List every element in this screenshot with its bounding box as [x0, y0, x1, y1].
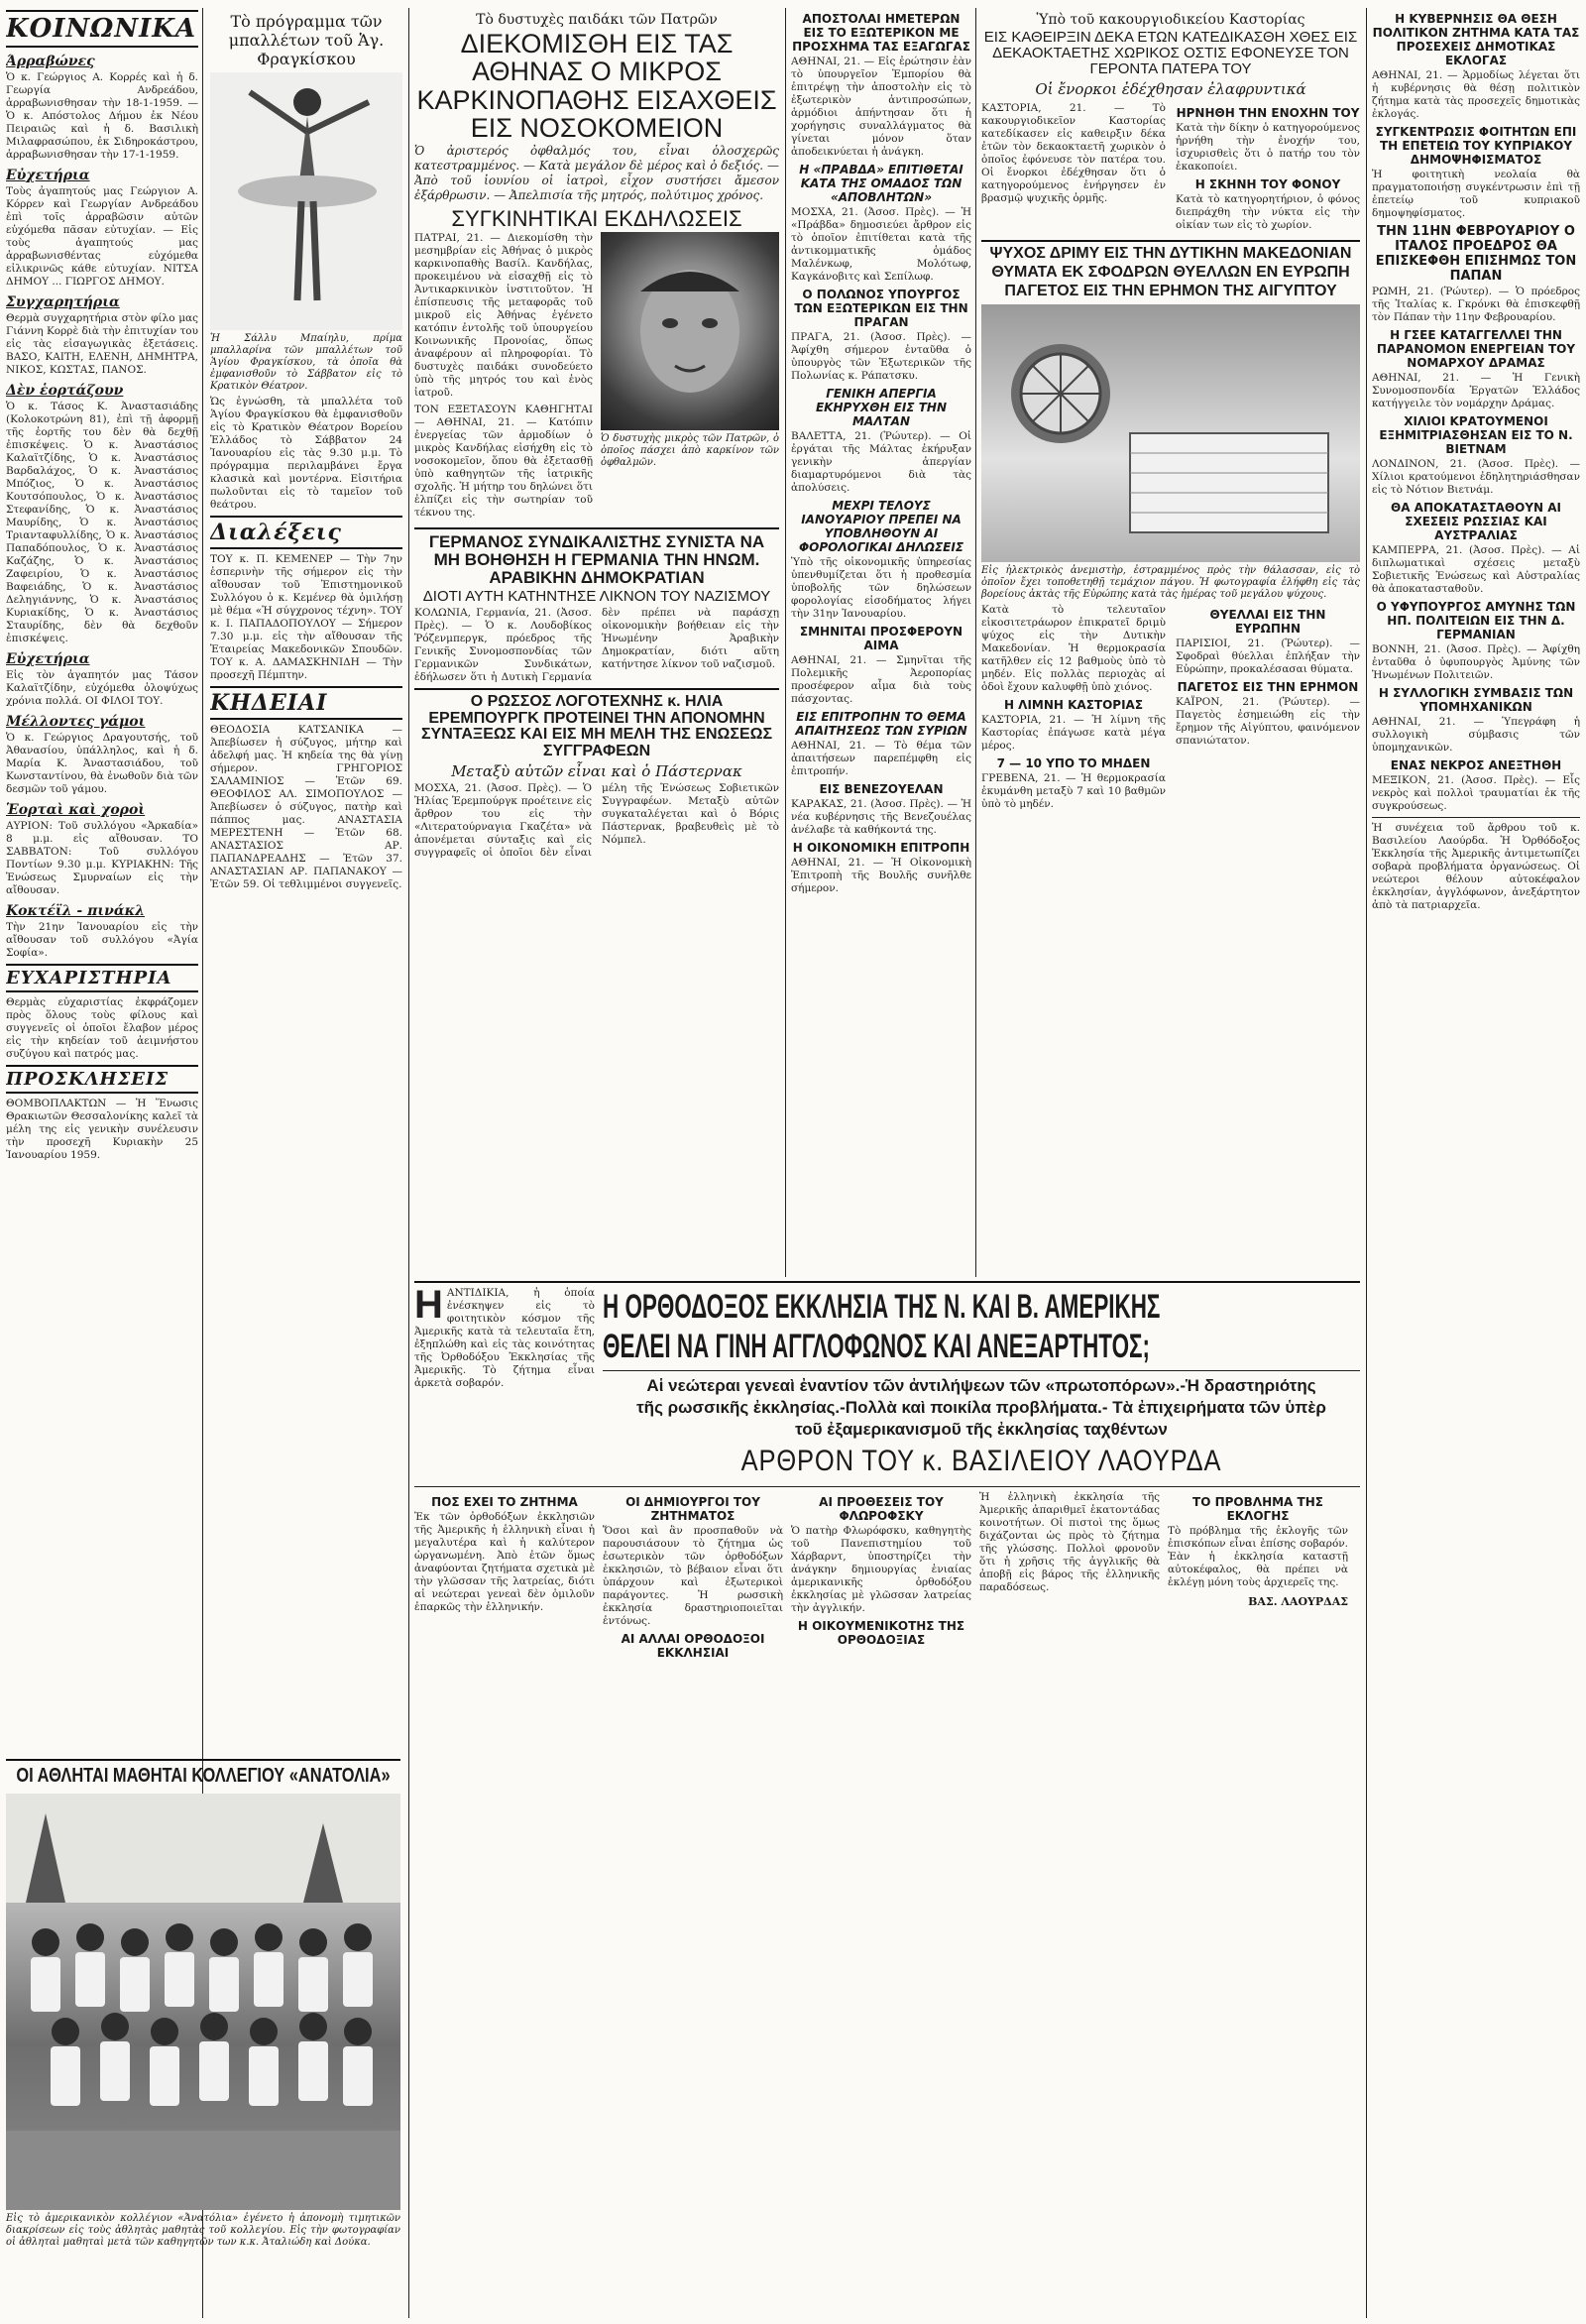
lead-kicker: Τὸ δυστυχὲς παιδάκι τῶν Πατρῶν	[476, 12, 718, 28]
germanos-headline: ΓΕΡΜΑΝΟΣ ΣΥΝΔΙΚΑΛΙΣΤΗΣ ΣΥΝΙΣΤΑ ΝΑ ΜΗ ΒΟΗΘΗΣΗ Η ΓΕΡΜΑΝΙΑ ΤΗΝ ΗΝΩΜ. ΑΡΑΒΙΚΗΝ ΔΗΜΟΚΡΑΤΙΑΝ	[428, 532, 765, 588]
divider	[603, 1370, 1360, 1371]
politics-headline-7: Ο ΥΦΥΠΟΥΡΓΟΣ ΑΜΥΝΗΣ ΤΩΝ ΗΠ. ΠΟΛΙΤΕΙΩΝ ΕΙΣ ΤΗΝ Δ. ΓΕΡΜΑΝΙΑΝ	[1376, 600, 1576, 641]
text-den-eortazoun: Ὁ κ. Τάσος Κ. Ἀναστασιάδης (Κολοκοτρώνη 81), ἐπὶ τῇ ἀφορμῇ τῆς ἑορτῆς του δὲν θὰ δεχθῇ ἐπισκέψεις. Ὁ κ. Ἀναστάσιος Καλαϊτζίδης, Ὁ κ. Ἀναστάσιος Βαρδαλάχος, Ὁ κ. Ἀναστάσιος Μπόζιος, Ὁ κ. Ἀναστάσιος Κουτσόπουλος, Ὁ κ. Ἀναστάσιος Στεφανίδης, Ὁ κ. Ἀναστάσιος Μαυρίδης, Ὁ κ. Ἀναστάσιος Τριανταφυλλίδης, Ὁ κ. Ἀναστάσιος Παπαδόπουλος, Ὁ κ. Ἀναστάσιος Καζάζης, Ὁ κ. Ἀναστάσιος Ζαφειρίου, Ὁ κ. Ἀναστάσιος Βαφειάδης, Ὁ κ. Ἀναστάσιος Δεληγιάννης, Ὁ κ. Ἀναστάσιος Κυριακίδης, Ὁ κ. Ἀναστάσιος Σταυρίδης, δὲν θὰ δεχθοῦν ἐπισκέψεις.	[6, 401, 198, 644]
feature-signature: ΒΑΣ. ΛΑΟΥΡΔΑΣ	[1248, 1595, 1348, 1608]
politics-text-2: Ἡ φοιτητικὴ νεολαία θὰ πραγματοποιήσῃ συγκέντρωσιν ἐπὶ τῇ ἐπετείῳ τοῦ κυπριακοῦ δημοψηφίσματος.	[1372, 169, 1580, 219]
brief-text-3: ΠΡΑΓΑ, 21. (Ἀσοσ. Πρὲς). — Ἀφίχθη σήμερον ἐνταῦθα ὁ ὑπουργὸς τῶν Ἐξωτερικῶν τῆς Πολωνίας κ. Ράπατσκυ.	[791, 331, 971, 382]
brief-headline-2: Η «ΠΡΑΒΔΑ» ΕΠΙΤΙΘΕΤΑΙ ΚΑΤΑ ΤΗΣ ΟΜΑΔΟΣ ΤΩΝ «ΑΠΟΒΛΗΤΩΝ»	[799, 163, 963, 204]
lead-headline: ΔΙΕΚΟΜΙΣΘΗ ΕΙΣ ΤΑΣ ΑΘΗΝΑΣ Ο ΜΙΚΡΟΣ ΚΑΡΚΙΝΟΠΑΘΗΣ ΕΙΣΑΧΘΕΙΣ ΕΙΣ ΝΟΣΟΚΟΜΕΙΟΝ	[416, 29, 777, 144]
germanos-subhead: ΔΙΟΤΙ ΑΥΤΗ ΚΑΤΗΝΤΗΣΕ ΛΙΚΝΟΝ ΤΟΥ ΝΑΖΙΣΜΟΥ	[422, 588, 771, 605]
feature-text-a: Ἐκ τῶν ὀρθοδόξων ἐκκλησιῶν τῆς Ἀμερικῆς ἡ ἑλληνικὴ εἶναι ἡ μεγαλυτέρα καὶ ἡ καλύτερον ὠργανωμένη. Ἀπὸ ἐτῶν ὅμως ἀναφύονται ζητήματα σχετικὰ μὲ τὴν γλῶσσαν τῆς λατρείας, διότι αἱ νεώτεραι γενεαὶ δὲν ὁμιλοῦν ἐπαρκῶς τὴν ἑλληνικήν.	[414, 1511, 595, 1613]
politics-headline-8: Η ΣΥΛΛΟΓΙΚΗ ΣΥΜΒΑΣΙΣ ΤΩΝ ΥΠΟΜΗΧΑΝΙΚΩΝ	[1378, 686, 1574, 714]
feature-headline-2: ΘΕΛΕΙ ΝΑ ΓΙΝΗ ΑΓΓΛΟΦΩΝΟΣ ΚΑΙ ΑΝΕΞΑΡΤΗΤΟΣ;	[603, 1328, 1150, 1365]
russos-text: ΜΟΣΧΑ, 21. (Ἀσοσ. Πρὲς). — Ὁ Ἠλίας Ἐρεμπούργκ προέτεινε εἰς ἄρθρον του εἰς τὴν «Λιτερατούρναγια Γκαζέτα» νὰ ἀπονέμεται σύνταξις καὶ εἰς συγγραφεῖς οἱ ὁποῖοι δὲν εἶναι μέλη τῆς Ἑνώσεως Σοβιετικῶν Συγγραφέων. Μεταξὺ αὐτῶν συγκαταλέγεται καὶ ὁ Βόρις Πάστερνακ, βραβευθεὶς μὲ τὸ Νόμπελ.	[414, 781, 779, 859]
feature-subhead-a: ΠΟΣ ΕΧΕΙ ΤΟ ΖΗΤΗΜΑ	[431, 1495, 578, 1509]
text-mellontes-gamoi: Ὁ κ. Γεώργιος Δραγουτσής, τοῦ Ἀθανασίου, ὑπάλληλος, καὶ ἡ δ. Μαρία Κ. Ἀναστασιάδου, τοῦ Κωνσταντίνου, θὰ ἐνωθοῦν διὰ τῶν δεσμῶν τοῦ γάμου.	[6, 732, 198, 795]
athletes-caption: Εἰς τὸ ἀμερικανικὸν κολλέγιον «Ἀνατόλια» ἐγένετο ἡ ἀπονομὴ τιμητικῶν διακρίσεων εἰς τοὺς ἀθλητὰς μαθητὰς τοῦ κολλεγίου. Εἰς τὴν φωτογραφίαν οἱ ἀθληταὶ μαθηταὶ μετὰ τῶν καθηγητῶν των κ.κ. Ἀταλιώδη καὶ Δούκα.	[6, 2213, 400, 2248]
subhead-arravones: Άρραβώνες	[6, 54, 95, 69]
child-photo	[601, 232, 779, 430]
column-rule	[408, 8, 409, 2318]
text-sygxaritiria: Θερμὰ συγχαρητήρια στὸν φίλο μας Γιάννη Κορρὲ διὰ τὴν ἐπιτυχίαν του εἰς τὰς εἰσαγωγικὰς ἐξετάσεις. ΒΑΣΟ, ΚΑΙΤΗ, ΕΛΕΝΗ, ΔΗΜΗΤΡΑ, ΝΙΚΟΣ, ΚΩΣΤΑΣ, ΠΑΝΟΣ.	[6, 312, 198, 376]
text-efxetiria-2: Εἰς τὸν ἀγαπητόν μας Τάσον Καλαϊτζίδην, εὐχόμεθα ὁλοψύχως χρόνια πολλά. ΟΙ ΦΙΛΟΙ ΤΟΥ.	[6, 669, 198, 707]
russos-subhead: Μεταξὺ αὐτῶν εἶναι καὶ ὁ Πάστερνακ	[451, 761, 742, 780]
weather-headline-2: ΘΥΜΑΤΑ ΕΚ ΣΦΟΔΡΩΝ ΘΥΕΛΛΩΝ ΕΝ ΕΥΡΩΠΗ	[991, 264, 1350, 282]
divider	[414, 527, 779, 529]
brief-text-5: Ὑπὸ τῆς οἰκονομικῆς ὑπηρεσίας ὑπενθυμίζεται ὅτι ἡ προθεσμία ὑποβολῆς τῶν δηλώσεων φορολογίας εἰσοδήματος λήγει τὴν 31ην Ἰανουαρίου.	[791, 556, 971, 620]
divider	[1372, 817, 1580, 818]
section-title-efxaristiria: ΕΥΧΑΡΙΣΤΗΡΙΑ	[6, 964, 198, 992]
fan-photo	[981, 304, 1360, 562]
child-face-icon	[601, 232, 779, 430]
column-rule	[785, 8, 786, 1277]
feature-continuation: Ἡ συνέχεια τοῦ ἄρθρου τοῦ κ. Βασιλείου Λαούρδα. Ἡ Ὀρθόδοξος Ἐκκλησία τῆς Ἀμερικῆς ἀντιμετωπίζει σοβαρὰ προβλήματα ὀργανώσεως. Οἱ νεώτεροι θέλουν αὐτοκέφαλον ἐκκλησίαν, ἀγγλόφωνον, ἀνεξάρτητον ἀπὸ τὰ πατριαρχεῖα.	[1372, 822, 1580, 911]
feature-subhead-b2: ΑΙ ΑΛΛΑΙ ΟΡΘΟΔΟΞΟΙ ΕΚΚΛΗΣΙΑΙ	[621, 1632, 765, 1660]
feature-text-c: Ὁ πατὴρ Φλωρόφσκυ, καθηγητὴς τοῦ Πανεπιστημίου τοῦ Χάρβαρντ, ὑποστηρίζει τὴν ἀνάγκην δημιουργίας ἑνιαίας ἀμερικανικῆς ὀρθοδόξου ἐκκλησίας μὲ γλῶσσαν λατρείας τὴν ἀγγλικήν.	[791, 1525, 971, 1614]
divider	[414, 1281, 1360, 1283]
brief-headline-1: ΑΠΟΣΤΟΛΑΙ ΗΜΕΤΕΡΩΝ ΕΙΣ ΤΟ ΕΞΩΤΕΡΙΚΟΝ ΜΕ ΠΡΟΣΧΗΜΑ ΤΑΣ ΕΞΑΓΩΓΑΣ	[792, 12, 970, 54]
section-title-dialexis: Διαλέξεις	[210, 516, 402, 549]
brief-text-2: ΜΟΣΧΑ, 21. (Ἀσοσ. Πρὲς). — Ἡ «Πράβδα» δημοσιεύει ἄρθρον εἰς τὸ ὁποῖον ἐπιτίθεται κατὰ τῆς ἀντικομματικῆς ὁμάδος Μαλένκωφ, Μολότωφ, Καγκάνοβιτς καὶ Σεπίλωφ.	[791, 206, 971, 283]
text-eortai: ΑΥΡΙΟΝ: Τοῦ συλλόγου «Ἀρκαδία» 8 μ.μ. εἰς αἴθουσαν. ΤΟ ΣΑΒΒΑΤΟΝ: Τοῦ συλλόγου Ποντίων 9.30 μ.μ. ΚΥΡΙΑΚΗΝ: Τῆς Ἑνώσεως Σμυρναίων εἰς τὴν αἴθουσαν.	[6, 820, 198, 896]
lead-subhead: ΣΥΓΚΙΝΗΤΙΚΑΙ ΕΚΔΗΛΩΣΕΙΣ	[451, 206, 742, 232]
program-headline: Τὸ πρόγραμμα τῶν μπαλλέτων τοῦ Ἁγ. Φραγκίσκου	[228, 12, 385, 68]
text-efxaristiria: Θερμὰς εὐχαριστίας ἐκφράζομεν πρὸς ὅλους τοὺς φίλους καὶ συγγενεῖς οἱ ὁποῖοι ἔλαβον μέρος εἰς τὴν κηδείαν τοῦ ἀειμνήστου συζύγου καὶ πατρός μας.	[6, 996, 198, 1060]
lead-body-2: ΤΟΝ ΕΞΕΤΑΣΟΥΝ ΚΑΘΗΓΗΤΑΙ — ΑΘΗΝΑΙ, 21. — Κατόπιν ἐνεργείας τῶν ἁρμοδίων ὁ μικρὸς Κανδήλας εἰσήχθη εἰς τὸ νοσοκομεῖον, ὅπου θὰ ἐξετασθῇ ὑπὸ καθηγητῶν τῆς ἰατρικῆς σχολῆς. Ἡ μήτηρ του δηλώνει ὅτι ἐλπίζει εἰς τὴν σωτηρίαν τοῦ τέκνου της.	[414, 404, 593, 520]
politics-headline-5: ΧΙΛΙΟΙ ΚΡΑΤΟΥΜΕΝΟΙ ΕΞΗΜΙΤΡΙΑΣΘΗΣΑΝ ΕΙΣ ΤΟ Ν. ΒΙΕΤΝΑΜ	[1379, 414, 1573, 456]
child-photo-caption: Ὁ δυστυχὴς μικρὸς τῶν Πατρῶν, ὁ ὁποῖος πάσχει ἀπὸ καρκίνον τῶν ὀφθαλμῶν.	[601, 433, 779, 469]
brief-headline-3: Ο ΠΟΛΩΝΟΣ ΥΠΟΥΡΓΟΣ ΤΩΝ ΕΞΩΤΕΡΙΚΩΝ ΕΙΣ ΤΗΝ ΠΡΑΓΑΝ	[794, 288, 968, 329]
athletes-photo-icon	[6, 1794, 400, 2210]
politics-headline-6: ΘΑ ΑΠΟΚΑΤΑΣΤΑΘΟΥΝ ΑΙ ΣΧΕΣΕΙΣ ΡΩΣΣΙΑΣ ΚΑΙ ΑΥΣΤΡΑΛΙΑΣ	[1391, 501, 1561, 542]
subhead-eortai: Ἑορταὶ καὶ χοροὶ	[6, 802, 146, 818]
germanos-text: ΚΟΛΩΝΙΑ, Γερμανία, 21. (Ἀσοσ. Πρὲς). — Ὁ κ. Λουδοβίκος Ῥόζενμπεργκ, πρόεδρος τῆς Γενικῆς Συνομοσπονδίας τῶν Γερμανικῶν Συνδικάτων, ἐδήλωσεν ὅτι ἡ Δυτικὴ Γερμανία δὲν πρέπει νὰ παράσχῃ οἰκονομικὴν βοήθειαν εἰς τὴν Ἡνωμένην Ἀραβικὴν Δημοκρατίαν, διότι αὕτη κατήντησε λίκνον τοῦ ναζισμοῦ.	[414, 606, 779, 683]
politics-text-1: ΑΘΗΝΑΙ, 21. — Ἁρμοδίως λέγεται ὅτι ἡ κυβέρνησις θὰ θέσῃ πολιτικὸν ζήτημα κατὰ τὰς προσεχεῖς δημοτικὰς ἐκλογάς.	[1372, 69, 1580, 120]
politics-text-7: ΒΟΝΝΗ, 21. (Ἀσοσ. Πρὲς). — Ἀφίχθη ἐνταῦθα ὁ ὑφυπουργὸς Ἀμύνης τῶν Ἡνωμένων Πολιτειῶν.	[1372, 643, 1580, 681]
subhead-sygxaritiria: Συγχαρητήρια	[6, 294, 120, 310]
politics-headline-9: ΕΝΑΣ ΝΕΚΡΟΣ ΑΝΕΞΤΗΘΗ	[1390, 758, 1562, 772]
section-title-prosklisis: ΠΡΟΣΚΛΗΣΕΙΣ	[6, 1065, 198, 1094]
weather-headline-1: ΨΥΧΟΣ ΔΡΙΜΥ ΕΙΣ ΤΗΝ ΔΥΤΙΚΗΝ ΜΑΚΕΔΟΝΙΑΝ	[989, 245, 1352, 263]
kastoria-text: ΚΑΣΤΟΡΙΑ, 21. — Τὸ κακουργιοδικεῖον Καστορίας κατεδίκασεν εἰς καθειρξιν δέκα ἐτῶν τὸν δεκαοκταετῆ χωρικὸν ὁ ὁποῖος ἐφόνευσε τὸν πατέρα του. Οἱ ἔνορκοι ἐδέχθησαν ὅτι ὁ κατηγορούμενος ἐνήργησεν ἐν βρασμῷ ψυχικῆς ὁρμῆς.	[981, 102, 1166, 205]
column-rule	[975, 8, 976, 1277]
russos-headline: Ο ΡΩΣΣΟΣ ΛΟΓΟΤΕΧΝΗΣ κ. ΗΛΙΑ ΕΡΕΜΠΟΥΡΓΚ ΠΡΟΤΕΙΝΕΙ ΤΗΝ ΑΠΟΝΟΜΗΝ ΣΥΝΤΑΞΕΩΣ ΚΑΙ ΕΙΣ ΜΗ ΜΕΛΗ ΤΗΣ ΕΝΩΣΕΩΣ ΣΥΓΓΡΑΦΕΩΝ	[420, 692, 773, 760]
subhead-efxetiria: Εὐχετήρια	[6, 168, 90, 183]
divider	[6, 1759, 400, 1761]
divider	[414, 688, 779, 690]
politics-headline-1: Η ΚΥΒΕΡΝΗΣΙΣ ΘΑ ΘΕΣΗ ΠΟΛΙΤΙΚΟΝ ΖΗΤΗΜΑ ΚΑΤΑ ΤΑΣ ΠΡΟΣΕΧΕΙΣ ΔΗΜΟΤΙΚΑΣ ΕΚΛΟΓΑΣ	[1372, 12, 1580, 67]
feature-subhead-c2: Η ΟΙΚΟΥΜΕΝΙΚΟΤΗΣ ΤΗΣ ΟΡΘΟΔΟΞΙΑΣ	[797, 1619, 965, 1647]
athletes-headline: ΟΙ ΑΘΛΗΤΑΙ ΜΑΘΗΤΑΙ ΚΟΛΛΕΓΙΟΥ «ΑΝΑΤΟΛΙΑ»	[16, 1765, 391, 1787]
brief-headline-4: ΓΕΝΙΚΗ ΑΠΕΡΓΙΑ ΕΚΗΡΥΧΘΗ ΕΙΣ ΤΗΝ ΜΑΛΤΑΝ	[815, 387, 947, 428]
brief-text-4: ΒΑΛΕΤΤΑ, 21. (Ῥώυτερ). — Οἱ ἐργάται τῆς Μάλτας ἐκήρυξαν γενικὴν ἀπεργίαν διαμαρτυρόμενοι διὰ τὰς ἀπολύσεις.	[791, 430, 971, 494]
politics-text-8: ΑΘΗΝΑΙ, 21. — Ὑπεγράφη ἡ συλλογικὴ σύμβασις τῶν ὑπομηχανικῶν.	[1372, 716, 1580, 754]
subhead-mellontes-gamoi: Μέλλοντες γάμοι	[6, 714, 146, 730]
pagetos-head: ΠΑΓΕΤΟΣ ΕΙΣ ΤΗΝ ΕΡΗΜΟΝ	[1177, 679, 1359, 694]
politics-headline-2: ΣΥΓΚΕΝΤΡΩΣΙΣ ΦΟΙΤΗΤΩΝ ΕΠΙ ΤΗ ΕΠΕΤΕΙΩ ΤΟΥ ΚΥΠΡΙΑΚΟΥ ΔΗΜΟΨΗΦΙΣΜΑΤΟΣ	[1375, 125, 1577, 167]
arnisi-head: ΗΡΝΗΘΗ ΤΗΝ ΕΝΟΧΗΝ ΤΟΥ	[1176, 106, 1360, 121]
column-rule	[1366, 8, 1367, 2318]
ballet-photo	[210, 72, 402, 330]
kideiai-text: ΘΕΟΔΟΣΙΑ ΚΑΤΣΑΝΙΚΑ — Ἀπεβίωσεν ἡ σύζυγος, μήτηρ καὶ ἀδελφή μας. Ἡ κηδεία της θὰ γίνῃ σήμερον. ΓΡΗΓΟΡΙΟΣ ΣΑΛΑΜΙΝΙΟΣ — Ἐτῶν 69. ΘΕΟΦΙΛΟΣ ΑΛ. ΣΙΜΟΠΟΥΛΟΣ — Ἀπεβίωσεν ὁ σύζυγος, πατὴρ καὶ πάππος μας. ΑΝΑΣΤΑΣΙΑ ΜΕΡΕΣΤΕΝΗ — Ἐτῶν 68. ΑΝΑΣΤΑΣΙΟΣ ΑΡ. ΠΑΠΑΝΔΡΕΑΔΗΣ — Ἐτῶν 37. ΑΝΑΣΤΑΣΙΑΝ ΑΡ. ΠΑΠΑΝΑΚΟΥ — Ἐτῶν 59. Οἱ τεθλιμμένοι συγγενεῖς.	[210, 724, 402, 890]
column-ballet	[210, 8, 402, 1753]
column-news-briefs	[791, 8, 971, 1277]
feature-subhead-b: ΟΙ ΔΗΜΙΟΥΡΓΟΙ ΤΟΥ ΖΗΤΗΜΑΤΟΣ	[625, 1495, 760, 1523]
brief-text-6: ΑΘΗΝΑΙ, 21. — Σμηνῖται τῆς Πολεμικῆς Ἀεροπορίας προσέφερον αἷμα διὰ τοὺς πάσχοντας.	[791, 654, 971, 705]
athletes-photo	[6, 1794, 400, 2210]
brief-headline-6: ΣΜΗΝΙΤΑΙ ΠΡΟΣΦΕΡΟΥΝ ΑΙΜΑ	[799, 625, 963, 652]
feature-dropcap: Η	[414, 1283, 443, 1327]
brief-text-9: ΑΘΗΝΑΙ, 21. — Ἡ Οἰκονομικὴ Ἐπιτροπὴ τῆς Βουλῆς συνῆλθε σήμερον.	[791, 857, 971, 894]
politics-text-5: ΛΟΝΔΙΝΟΝ, 21. (Ἀσοσ. Πρὲς). — Χίλιοι κρατούμενοι ἐδηλητηριάσθησαν εἰς τὸ Νότιον Βιετνάμ.	[1372, 458, 1580, 496]
brief-headline-8: ΕΙΣ ΒΕΝΕΖΟΥΕΛΑΝ	[819, 782, 944, 796]
dialexis-text: ΤΟΥ κ. Π. ΚΕΜΕΝΕΡ — Τὴν 7ην ἑσπερινὴν τῆς σήμερον εἰς τὴν αἴθουσαν τοῦ Ἐπιστημονικοῦ Συλλόγου ὁ κ. Κεμένερ θὰ ὁμιλήσῃ μὲ θέμα «Ἡ σύγχρονος τέχνη». ΤΟΥ κ. Ι. ΠΑΠΑΔΟΠΟΥΛΟΥ — Σήμερον 7.30 μ.μ. εἰς τὴν αἴθουσαν τῆς Ἑταιρείας Μακεδονικῶν Σπουδῶν. ΤΟΥ κ. Α. ΔΑΜΑΣΚΗΝΙΔΗ — Τὴν προσεχῆ Πέμπτην.	[210, 553, 402, 681]
ballet-text: Ὡς ἐγνώσθη, τὰ μπαλλέτα τοῦ Ἁγίου Φραγκίσκου θὰ ἐμφανισθοῦν εἰς τὸ Κρατικὸν Θέατρον Βορείου Ἑλλάδος τὸ Σάββατον 24 Ἰανουαρίου εἰς τὰς 9.30 μ.μ. Τὸ πρόγραμμα περιλαμβάνει ἔργα κλασικὰ καὶ μοντέρνα. Εἰσιτήρια πωλοῦνται εἰς τὸ ταμεῖον τοῦ θεάτρου.	[210, 396, 402, 511]
column-politics	[1372, 8, 1580, 2318]
fan-photo-caption: Εἰς ἠλεκτρικὸς ἀνεμιστὴρ, ἐστραμμένος πρὸς τὴν θάλασσαν, εἰς τὸ ὁποῖον ἔχει τοποθετηθῇ τεμάχιον πάγου. Ἡ φωτογραφία ἐλήφθη εἰς τὰς βορείους ἀκτὰς τῆς Εὐρώπης κατὰ τὰς ἡμέρας τοῦ μεγάλου ψύχους.	[981, 564, 1360, 600]
brief-text-7: ΑΘΗΝΑΙ, 21. — Τὸ θέμα τῶν ἀπαιτήσεων παρεπέμφθη εἰς ἐπιτροπήν.	[791, 740, 971, 777]
feature-subhead-c: ΑΙ ΠΡΟΘΕΣΕΙΣ ΤΟΥ ΦΛΩΡΟΦΣΚΥ	[819, 1495, 944, 1523]
section-title-kideiai: ΚΗΔΕΙΑΙ	[210, 686, 402, 720]
divider	[981, 240, 1360, 242]
feature-byline: ΑΡΘΡΟΝ ΤΟΥ κ. ΒΑΣΙΛΕΙΟΥ ΛΑΟΥΡΔΑ	[740, 1445, 1222, 1477]
thyellai-text: ΠΑΡΙΣΙΟΙ, 21. (Ῥώυτερ). — Σφοδραὶ θύελλαι ἐπλήξαν τὴν Εὐρώπην, προκαλέσασαι θύματα.	[1176, 637, 1360, 675]
text-efxetiria: Τοὺς ἀγαπητούς μας Γεώργιον Α. Κόρρεν καὶ Γεωργίαν Ανδρεάδου ἐπὶ τοῖς ἀρραβῶσιν αὐτῶν εὐχόμεθα πᾶσαν εὐτυχίαν. — Εἰς τοὺς ἀγαπητούς μας ἀρραβωνισθέντας εὐχόμεθα εἰλικρινῶς κάθε εὐτυχίαν. ΝΙΤΣΑ ΔΗΜΟΥ ... ΓΙΩΡΓΟΣ ΔΗΜΟΥ.	[6, 185, 198, 288]
ypo-miden-head: 7 — 10 ΥΠΟ ΤΟ ΜΗΔΕΝ	[996, 755, 1151, 770]
skini-text: Κατὰ τὸ κατηγορητήριον, ὁ φόνος διεπράχθη τὴν νύκτα εἰς τὴν οἰκίαν των εἰς τὸ χωρίον.	[1176, 193, 1360, 232]
feature-article	[414, 1281, 1360, 2312]
subhead-koktel: Κοκτέϊλ - πινάκλ	[6, 903, 145, 919]
divider	[414, 1486, 1360, 1487]
feature-deck: Αἱ νεώτεραι γενεαὶ ἐναντίον τῶν ἀντιλήψεων τῶν «πρωτοπόρων».-Ἡ δραστηριότης τῆς ρωσσικῆς ἐκκλησίας.-Πολλὰ καὶ ποικίλα προβλήματα.- Τὰ ἐπιχειρήματα τῶν ὑπὲρ τοῦ ἐξαμερικανισμοῦ τῆς ἐκκλησίας ταχθέντων	[636, 1376, 1326, 1439]
lead-quote: Ὁ ἀριστερός ὀφθαλμός του, εἶναι ὁλοσχερῶς κατεστραμμένος. — Κατὰ μεγάλον δὲ μέρος καὶ ὁ δεξιός. — Ἀπὸ τοῦ ἰουνίου οἱ ἰατροὶ, εἶχον συστήσει ἄμεσον ἐξάρθρωσιν. — Ἀπελπισία τῆς μητρός, πολύτιμος χρόνος.	[414, 144, 779, 203]
ypo-miden-text: ΓΡΕΒΕΝΑ, 21. — Ἡ θερμοκρασία ἐκυμάνθη μεταξὺ 7 καὶ 10 βαθμῶν ὑπὸ τὸ μηδέν.	[981, 771, 1166, 810]
subhead-efxetiria-2: Εὐχετήρια	[6, 651, 90, 667]
politics-headline-3: ΤΗΝ 11ΗΝ ΦΕΒΡΟΥΑΡΙΟΥ Ο ΙΤΑΛΟΣ ΠΡΟΕΔΡΟΣ ΘΑ ΕΠΙΣΚΕΦΘΗ ΕΠΙΣΗΜΩΣ ΤΟΝ ΠΑΠΑΝ	[1375, 224, 1577, 284]
ballerina-icon	[210, 72, 402, 330]
text-koktel: Τὴν 21ην Ἰανουαρίου εἰς τὴν αἴθουσαν τοῦ συλλόγου «Ἀγία Σοφία».	[6, 921, 198, 959]
brief-text-1: ΑΘΗΝΑΙ, 21. — Εἰς ἐρώτησιν ἐὰν τὸ ὑπουργεῖον Ἐμπορίου θὰ ἐπιτρέψῃ τὴν ἀποστολὴν εἰς τὸ ἐξωτερικὸν ἀντιπροσώπων, ἁρμόδιοι ἀπήντησαν ὅτι ἡ χορήγησις συναλλάγματος θὰ γίνεται μόνον ὅταν ἀποδεικνύεται ἡ ἀνάγκη.	[791, 56, 971, 158]
feature-intro: ΗΑΝΤΙΔΙΚΙΑ, ἡ ὁποία ἐνέσκηψεν εἰς τὸ φοιτητικὸν κόσμον τῆς Ἀμερικῆς κατὰ τὰ τελευταῖα ἔτη, ἐξηπλώθη καὶ εἰς τὰς κοινότητας τῆς Ὀρθοδόξου Ἐκκλησίας τῆς Ἀμερικῆς. Τὸ ζήτημα εἶναι ἀρκετὰ σοβαρόν.	[414, 1283, 595, 1389]
brief-headline-9: Η ΟΙΚΟΝΟΜΙΚΗ ΕΠΙΤΡΟΠΗ	[792, 841, 970, 855]
brief-headline-5: ΜΕΧΡΙ ΤΕΛΟΥΣ ΙΑΝΟΥΑΡΙΟΥ ΠΡΕΠΕΙ ΝΑ ΥΠΟΒΛΗΘΟΥΝ ΑΙ ΦΟΡΟΛΟΓΙΚΑΙ ΔΗΛΩΣΕΙΣ	[798, 499, 964, 554]
thyellai-head: ΘΥΕΛΛΑΙ ΕΙΣ ΤΗΝ ΕΥΡΩΠΗΝ	[1209, 607, 1326, 636]
arnisi-text: Κατὰ τὴν δίκην ὁ κατηγορούμενος ἠρνήθη τὴν ἐνοχήν του, ἰσχυρισθεὶς ὅτι ὁ πατήρ του τὸν ἐκακοποίει.	[1176, 122, 1360, 174]
limni-text: ΚΑΣΤΟΡΙΑ, 21. — Ἡ λίμνη τῆς Καστορίας ἐπάγωσε κατὰ μέγα μέρος.	[981, 713, 1166, 752]
column-kastoria-weather	[981, 8, 1360, 1277]
skini-head: Η ΣΚΗΝΗ ΤΟΥ ΦΟΝΟΥ	[1194, 177, 1341, 192]
pagetos-text: ΚΑΪΡΟΝ, 21. (Ῥώυτερ). — Παγετὸς ἐσημειώθη εἰς τὴν ἔρημον τῆς Αἰγύπτου, φαινόμενον σπανιώτατον.	[1176, 695, 1360, 747]
lead-body-1: ΠΑΤΡΑΙ, 21. — Διεκομίσθη τὴν μεσημβρίαν εἰς Ἀθήνας ὁ μικρὸς καρκινοπαθὴς Βασίλ. Κανδήλας, προκειμένου νὰ εἰσαχθῇ εἰς τὸ Ἀντικαρκινικὸν ἰνστιτοῦτον. Ἡ ἐπίσπευσις τῆς μεταφορᾶς τοῦ μικροῦ εἰς Ἀθήνας ἐγένετο κατόπιν ἐντολῆς τοῦ ὑπουργείου Κοινωνικῆς Προνοίας, ὅπως ἀναφέρουν αἱ πληροφορίαι. Τὸ δυστυχὲς παιδάκι συνοδεύετο ὑπὸ τῆς μητρός του καὶ ἑνὸς ἰατροῦ.	[414, 232, 593, 400]
politics-text-4: ΑΘΗΝΑΙ, 21. — Ἡ Γενικὴ Συνομοσπονδία Ἐργατῶν Ἑλλάδος κατήγγειλε τὸν νομάρχην Δράμας.	[1372, 372, 1580, 409]
feature-headline-1: Η ΟΡΘΟΔΟΞΟΣ ΕΚΚΛΗΣΙΑ ΤΗΣ Ν. ΚΑΙ Β. ΑΜΕΡΙΚΗΣ	[603, 1288, 1161, 1326]
politics-text-3: ΡΩΜΗ, 21. (Ῥώυτερ). — Ὁ πρόεδρος τῆς Ἰταλίας κ. Γκρόνκι θὰ ἐπισκεφθῇ τὸν Πάπαν τὴν 11ην Φεβρουαρίου.	[1372, 286, 1580, 323]
kastoria-kicker: Ὑπὸ τοῦ κακουργιοδικείου Καστορίας	[1036, 12, 1305, 28]
column-lead-story	[414, 8, 779, 1277]
feature-text-b: Ὅσοι καὶ ἂν προσπαθοῦν νὰ παρουσιάσουν τὸ ζήτημα ὡς ἐσωτερικὸν τῶν ὀρθοδόξων ἐκκλησιῶν, τὸ βέβαιον εἶναι ὅτι ὑπάρχουν καὶ ἐξωτερικοὶ παράγοντες. Ἡ ρωσσικὴ ἐκκλησία δραστηριοποιεῖται ἐντόνως.	[603, 1525, 783, 1627]
fan-icon	[981, 304, 1360, 562]
brief-text-8: ΚΑΡΑΚΑΣ, 21. (Ἀσοσ. Πρὲς). — Ἡ νέα κυβέρνησις τῆς Βενεζουέλας ἀνέλαβε τὰ καθήκοντά της.	[791, 798, 971, 836]
feature-text-d: Ἡ ἑλληνικὴ ἐκκλησία τῆς Ἀμερικῆς ἀπαριθμεῖ ἑκατοντάδας κοινοτήτων. Οἱ πιστοὶ της ὅμως διχάζονται ὡς πρὸς τὸ ζήτημα τῆς γλώσσης. Πολλοὶ φρονοῦν ὅτι ἡ χρῆσις τῆς ἀγγλικῆς θὰ ἀποβῇ εἰς βάρος τῆς ἑλληνικῆς παραδόσεως.	[979, 1491, 1160, 1593]
limni-head: Η ΛΙΜΝΗ ΚΑΣΤΟΡΙΑΣ	[1003, 697, 1144, 712]
kastoria-subhead: Οἱ ἔνορκοι ἐδέχθησαν ἐλαφρυντικά	[1035, 80, 1306, 99]
weather-headline-3: ΠΑΓΕΤΟΣ ΕΙΣ ΤΗΝ ΕΡΗΜΟΝ ΤΗΣ ΑΙΓΥΠΤΟΥ	[1004, 282, 1337, 299]
ballet-caption: Ἡ Σάλλυ Μπαίηλυ, πρίμα μπαλλαρίνα τῶν μπαλλέτων τοῦ Ἁγίου Φραγκίσκου, τὰ ὁποῖα θὰ ἐμφανισθοῦν τὸ Σάββατον εἰς τὸ Κρατικὸν Θέατρον.	[210, 333, 402, 392]
section-title-koinonika: ΚΟΙΝΩΝΙΚΑ	[6, 10, 198, 48]
politics-headline-4: Η ΓΣΕΕ ΚΑΤΑΓΓΕΛΛΕΙ ΤΗΝ ΠΑΡΑΝΟΜΟΝ ΕΝΕΡΓΕΙΑΝ ΤΟΥ ΝΟΜΑΡΧΟΥ ΔΡΑΜΑΣ	[1376, 328, 1576, 370]
politics-text-9: ΜΕΞΙΚΟΝ, 21. (Ἀσοσ. Πρὲς). — Εἷς νεκρὸς καὶ πολλοὶ τραυματίαι ἐκ τῆς συγκρούσεως.	[1372, 774, 1580, 812]
feature-text-e: Τὸ πρόβλημα τῆς ἐκλογῆς τῶν ἐπισκόπων εἶναι ἐπίσης σοβαρόν. Ἐὰν ἡ ἐκκλησία καταστῇ αὐτοκέφαλος, θὰ πρέπει νὰ ἐκλέγῃ μόνη τοὺς ἀρχιερεῖς της.	[1168, 1525, 1348, 1588]
subhead-den-eortazoun: Δὲν ἑορτάζουν	[6, 383, 124, 399]
text-prosklisis: ΘΟΜΒΟΠΛΑΚΤΩΝ — Ἡ Ἕνωσις Θρακιωτῶν Θεσσαλονίκης καλεῖ τὰ μέλη της εἰς γενικὴν συνέλευσιν τὴν προσεχῆ Κυριακὴν 25 Ἰανουαρίου 1959.	[6, 1098, 198, 1161]
kastoria-headline: ΕΙΣ ΚΑΘΕΙΡΞΙΝ ΔΕΚΑ ΕΤΩΝ ΚΑΤΕΔΙΚΑΣΘΗ ΧΘΕΣ ΕΙΣ ΔΕΚΑΟΚΤΑΕΤΗΣ ΧΩΡΙΚΟΣ ΟΣΤΙΣ ΕΦΟΝΕΥΣΕ ΤΟΝ ΓΕΡΟΝΤΑ ΠΑΤΕΡΑ ΤΟΥ	[983, 29, 1358, 77]
feature-subhead-e: ΤΟ ΠΡΟΒΛΗΜΑ ΤΗΣ ΕΚΛΟΓΗΣ	[1192, 1495, 1323, 1523]
text-arravones: Ὁ κ. Γεώργιος Α. Κορρές καὶ ἡ δ. Γεωργία Ανδρεάδου, ἀρραβωνισθησαν τὴν 18-1-1959. — Ὁ κ. Απόστολος Δήμου ἐκ Νέου Πειραιῶς καὶ ἡ δ. Βασιλικὴ Μιλαφρασώπου, ἐκ Σιδηροκάστρου, ἀρραβωνισθησαν τὴν 17-1-1959.	[6, 71, 198, 161]
weather-text: Κατὰ τὸ τελευταῖον εἰκοσιτετράωρον ἐπικρατεῖ δριμὺ ψύχος εἰς τὴν Δυτικὴν Μακεδονίαν. Ἡ θερμοκρασία κατῆλθεν εἰς 12 βαθμοὺς ὑπὸ τὸ μηδέν. Εἰς πολλὰς περιοχὰς αἱ ὁδοὶ ἔχουν καλυφθῇ ὑπὸ χιόνος.	[981, 603, 1166, 693]
politics-text-6: ΚΑΜΠΕΡΡΑ, 21. (Ἀσοσ. Πρὲς). — Αἱ διπλωματικαὶ σχέσεις μεταξὺ Σοβιετικῆς Ἑνώσεως καὶ Αὐστραλίας θὰ ἀποκατασταθοῦν.	[1372, 544, 1580, 595]
brief-headline-7: ΕΙΣ ΕΠΙΤΡΟΠΗΝ ΤΟ ΘΕΜΑ ΑΠΑΙΤΗΣΕΩΣ ΤΩΝ ΣΥΡΙΩΝ	[795, 710, 967, 738]
athletes-block	[6, 1755, 400, 2252]
